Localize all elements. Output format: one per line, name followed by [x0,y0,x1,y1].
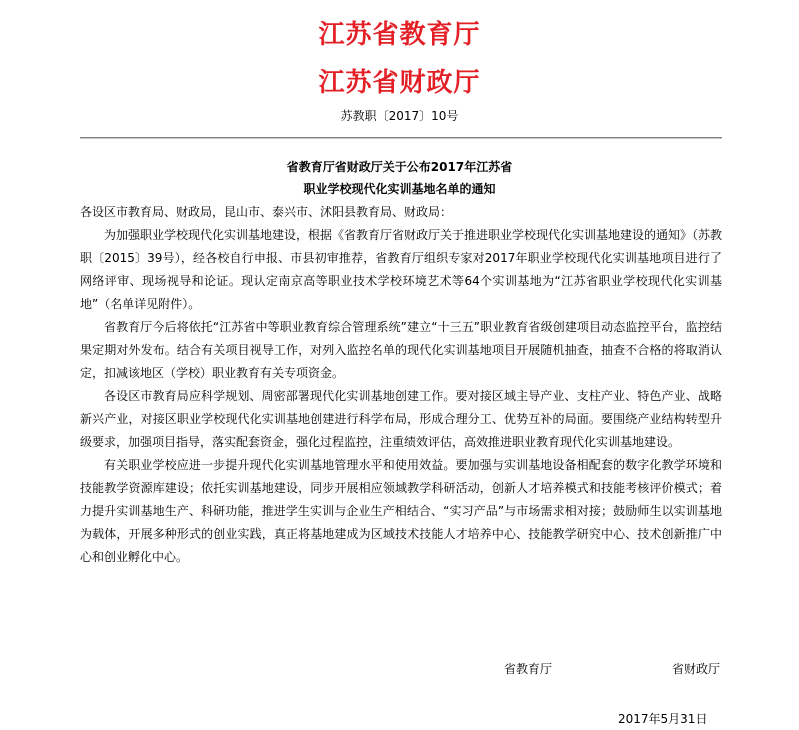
issuing-org-education: 江苏省教育厅 [318,20,481,50]
signature-education-dept: 省教育厅 [504,662,553,676]
issue-date: 2017年5月31日 [618,712,708,726]
issuing-org-finance: 江苏省财政厅 [318,68,481,98]
notice-body [80,201,722,569]
paragraph-3: 各设区市教育局应科学规划、周密部署现代化实训基地创建工作。要对接区域主导产业、支柱产业、特色产业、战略新兴产业，对接区职业学校现代化实训基地创建进行科学布局，形成合理分工、优势互补的局面。要围绕产业结构转型升级要求，加强项目指导，落实配套资金，强化过程监控，注重绩效评估，高效推进职业教育现代化实训基地建设。 [80,389,722,449]
notice-title-line-1: 省教育厅省财政厅关于公布2017年江苏省 [286,160,513,174]
paragraph-1: 为加强职业学校现代化实训基地建设，根据《省教育厅省财政厅关于推进职业学校现代化实训基地建设的通知》（苏教职〔2015〕39号），经各校自行申报、市县初审推荐，省教育厅组织专家对2017年职业学校现代化实训基地项目进行了网络评审、现场视导和论证。现认定南京高等职业技术学校环境艺术等64个实训基地为“江苏省职业学校现代化实训基地”（名单详见附件）。 [80,228,723,311]
notice-title-line-2: 职业学校现代化实训基地名单的通知 [303,182,496,196]
document-number: 苏教职〔2017〕10号 [340,109,459,123]
header-divider [80,137,722,139]
paragraph-2: 省教育厅今后将依托“江苏省中等职业教育综合管理系统”建立“十三五”职业教育省级创建项目动态监控平台，监控结果定期对外发布。结合有关项目视导工作，对列入监控名单的现代化实训基地项目开展随机抽查，抽查不合格的将取消认定，扣减该地区（学校）职业教育有关专项资金。 [80,320,722,380]
salutation: 各设区市教育局、财政局，昆山市、泰兴市、沭阳县教育局、财政局： [80,205,453,219]
paragraph-4: 有关职业学校应进一步提升现代化实训基地管理水平和使用效益。要加强与实训基地设备相配套的数字化教学环境和技能教学资源库建设；依托实训基地建设，同步开展相应领域教学科研活动，创新人才培养模式和技能考核评价模式；着力提升实训基地生产、科研功能，推进学生实训与企业生产相结合、“实习产品”与市场需求相对接；鼓励师生以实训基地为载体，开展多种形式的创业实践，真正将基地建成为区域技术技能人才培养中心、技能教学研究中心、技术创新推广中心和创业孵化中心。 [80,458,722,564]
signature-finance-dept: 省财政厅 [672,662,721,676]
